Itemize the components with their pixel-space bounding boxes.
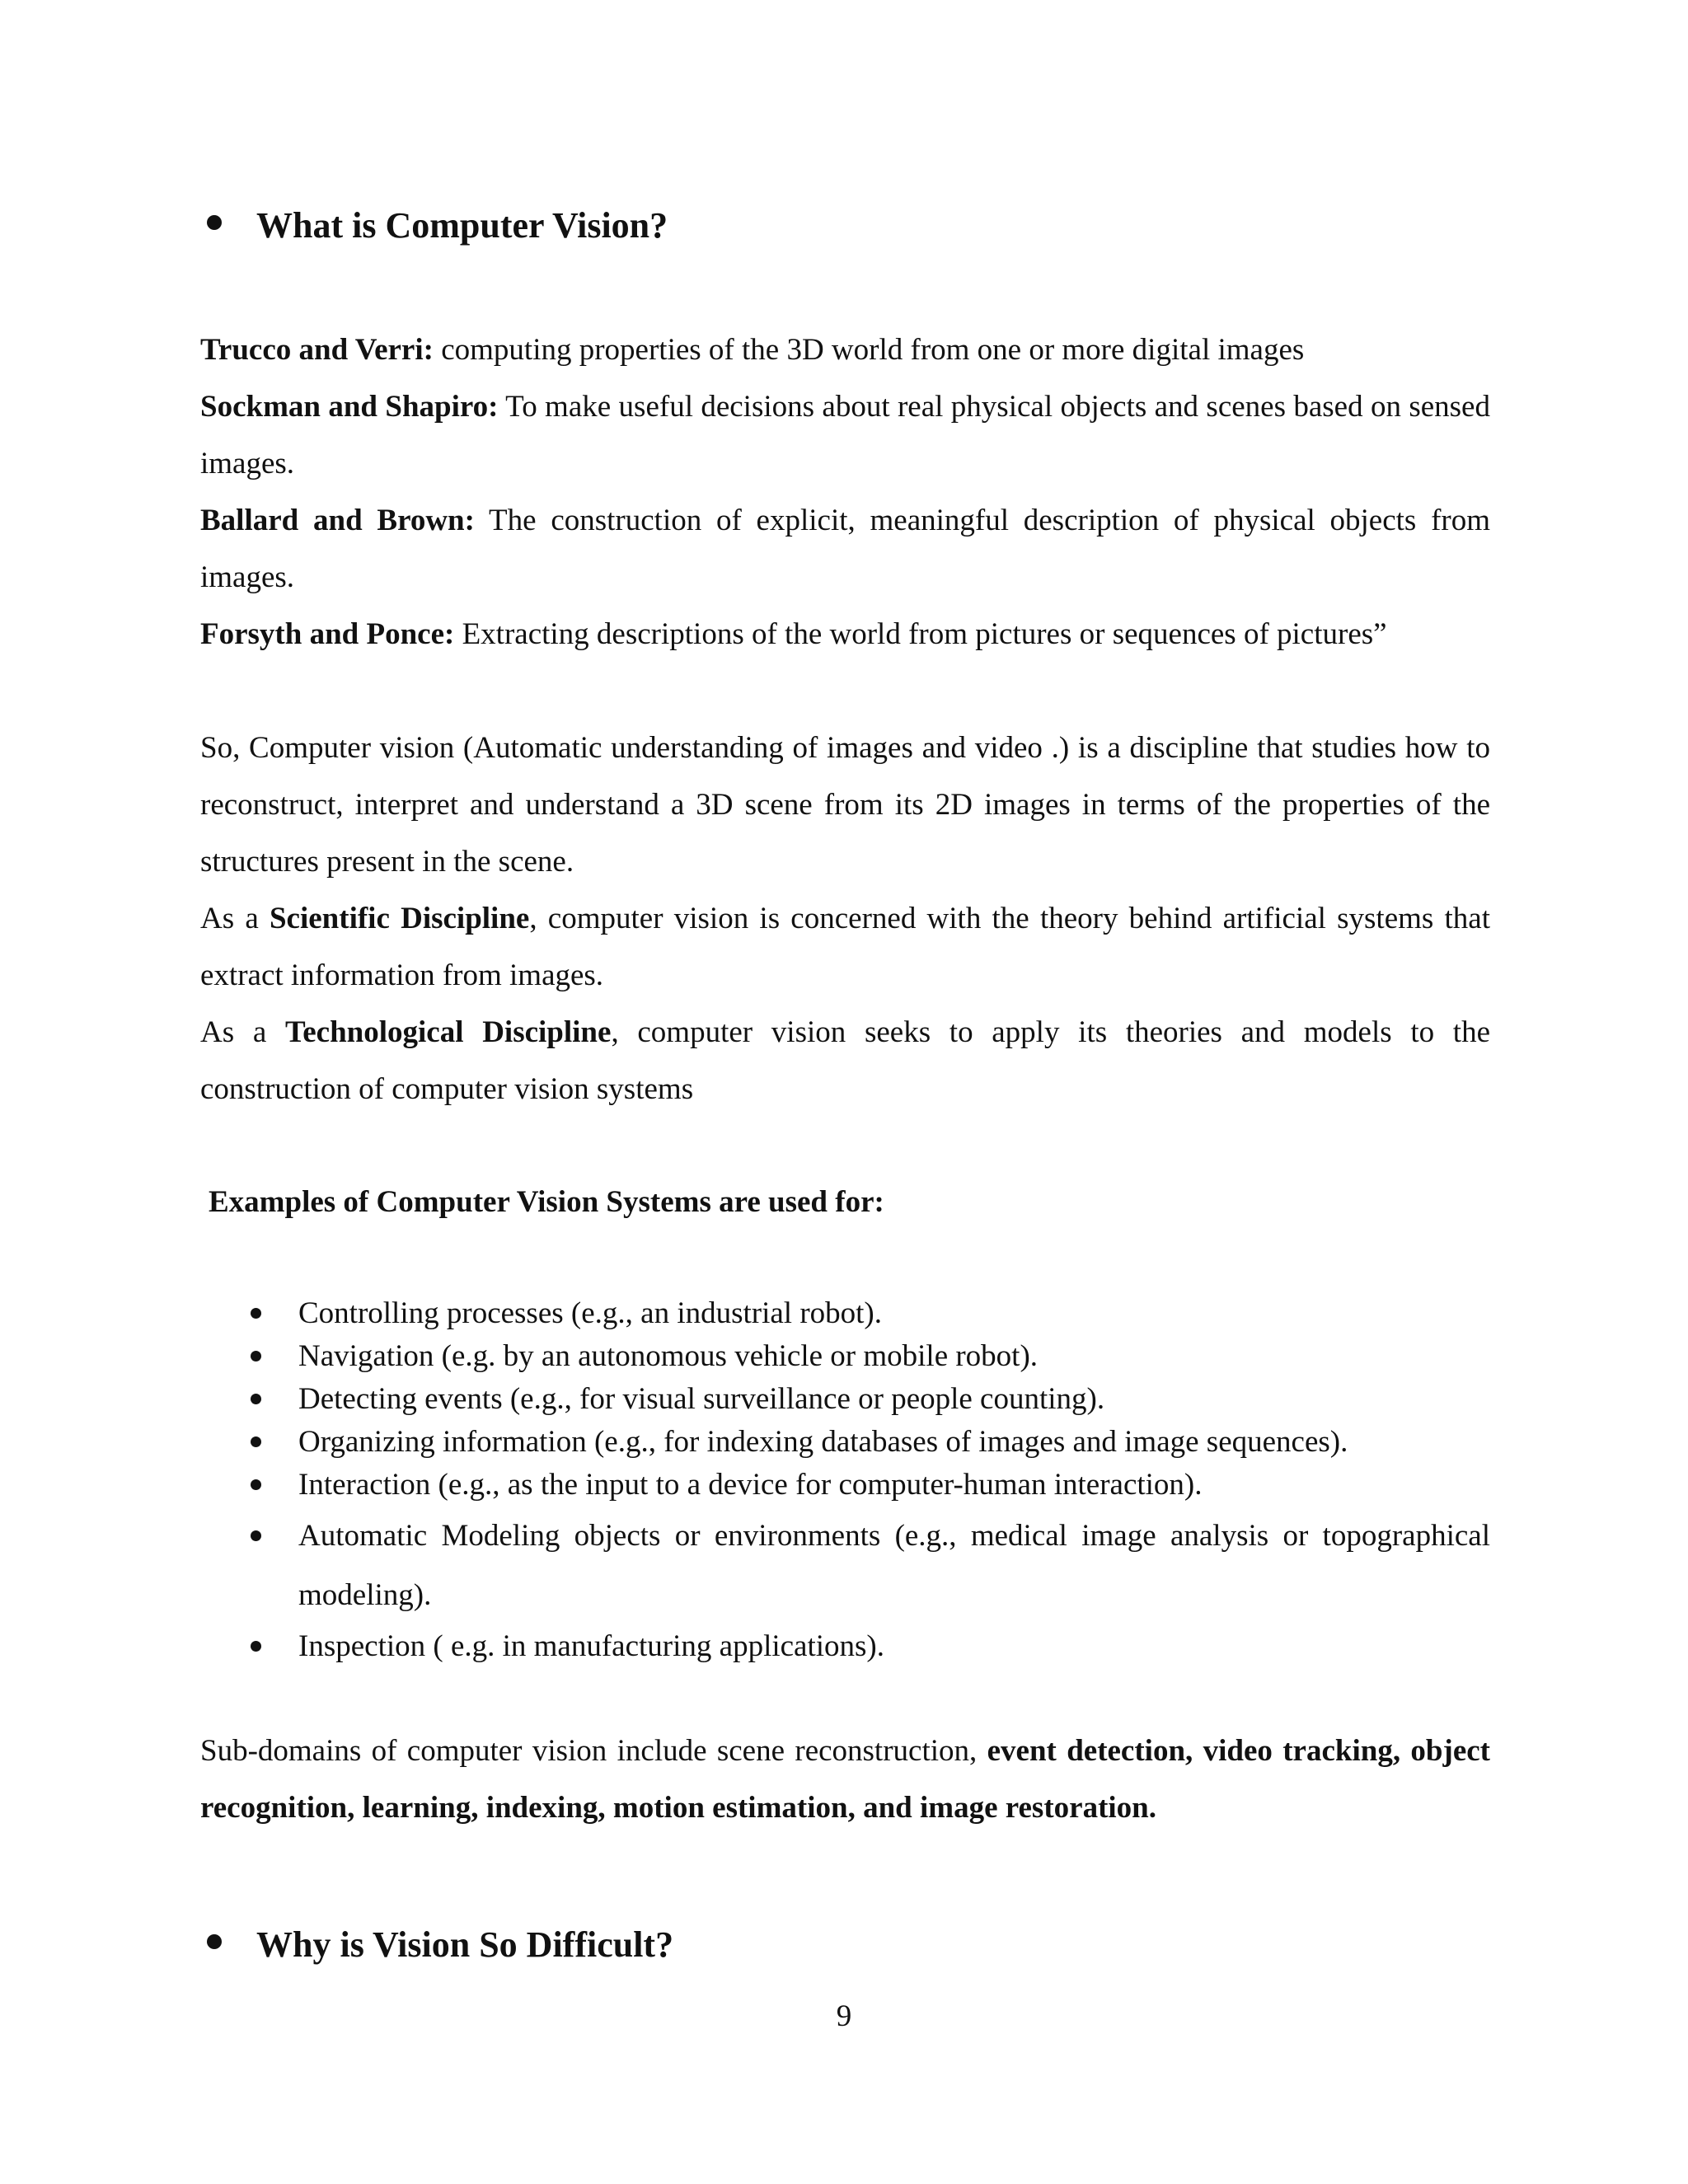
summary-block <box>200 719 1490 1118</box>
list-item-text: Detecting events (e.g., for visual surveillance or people counting). <box>298 1382 1105 1416</box>
list-item <box>200 1292 1490 1335</box>
definition-trucco <box>200 321 1490 378</box>
definition-text: Extracting descriptions of the world from pictures or sequences of pictures” <box>462 617 1387 651</box>
list-item-text: Automatic Modeling objects or environments (e.g., medical image analysis or topographical modeling). <box>298 1519 1490 1612</box>
list-item <box>200 1421 1490 1464</box>
bullet-icon <box>251 1530 261 1541</box>
definition-sockman <box>200 378 1490 492</box>
technological-rest: , computer vision seeks to apply its theories and models to the construction of computer vision systems <box>200 1015 1491 1106</box>
definition-authors: Ballard and Brown: <box>200 504 475 537</box>
section-heading-why-difficult <box>256 1924 674 1965</box>
bullet-icon <box>251 1479 261 1490</box>
definition-authors: Sockman and Shapiro: <box>200 390 499 424</box>
heading-text: Why is Vision So Difficult? <box>256 1924 674 1965</box>
list-item <box>200 1464 1490 1507</box>
bullet-icon <box>251 1394 261 1404</box>
bullet-icon <box>251 1308 261 1319</box>
bullet-icon <box>251 1436 261 1447</box>
list-item-text: Interaction (e.g., as the input to a device for computer-human interaction). <box>298 1468 1203 1502</box>
examples-list <box>200 1292 1490 1668</box>
examples-heading: Examples of Computer Vision Systems are used for: <box>209 1185 884 1219</box>
list-item <box>200 1335 1490 1378</box>
scientific-rest: , computer vision is concerned with the theory behind artificial systems that extract information from images. <box>200 902 1490 992</box>
summary-paragraph: So, Computer vision (Automatic understanding of images and video .) is a discipline that studies how to reconstruct, interpret and understand a 3D scene from its 2D images in terms of the properties of the structures present in the scene. <box>200 731 1490 879</box>
definition-text: To make useful decisions about real physical objects and scenes based on sensed images. <box>200 390 1490 480</box>
bullet-icon <box>251 1351 261 1361</box>
subdomains-plain: Sub-domains of computer vision include scene reconstruction, <box>200 1734 978 1768</box>
technological-prefix: As a <box>200 1015 267 1049</box>
list-item-text: Inspection ( e.g. in manufacturing applications). <box>298 1629 885 1663</box>
heading-text: What is Computer Vision? <box>256 205 668 246</box>
subdomains-paragraph <box>200 1722 1490 1836</box>
bullet-icon <box>207 215 222 230</box>
definition-ballard <box>200 492 1490 606</box>
bullet-icon <box>251 1641 261 1652</box>
list-item-text: Navigation (e.g. by an autonomous vehicle or mobile robot). <box>298 1339 1039 1373</box>
technological-term: Technological Discipline <box>284 1015 612 1049</box>
definition-text: computing properties of the 3D world from one or more digital images <box>441 333 1305 367</box>
definition-forsyth <box>200 606 1490 663</box>
list-item <box>200 1625 1490 1668</box>
technological-discipline-paragraph <box>200 1004 1490 1118</box>
definitions-block <box>200 321 1490 663</box>
definition-authors: Forsyth and Ponce: <box>200 617 455 651</box>
scientific-prefix: As a <box>200 902 259 935</box>
page-number: 9 <box>836 1999 852 2033</box>
definition-authors: Trucco and Verri: <box>200 333 434 367</box>
section-heading-what-is <box>256 205 668 246</box>
list-item <box>200 1507 1490 1625</box>
list-item <box>200 1378 1490 1421</box>
list-item-text: Controlling processes (e.g., an industrial robot). <box>298 1296 883 1330</box>
list-item-text: Organizing information (e.g., for indexing databases of images and image sequences). <box>298 1425 1348 1459</box>
subdomains-bold: event detection, video tracking, object recognition, learning, indexing, motion estimation, and image restoration. <box>200 1734 1490 1825</box>
definition-text: The construction of explicit, meaningful description of physical objects from images. <box>200 504 1490 594</box>
scientific-discipline-paragraph <box>200 890 1490 1004</box>
scientific-term: Scientific Discipline <box>269 902 530 935</box>
bullet-icon <box>207 1934 222 1949</box>
